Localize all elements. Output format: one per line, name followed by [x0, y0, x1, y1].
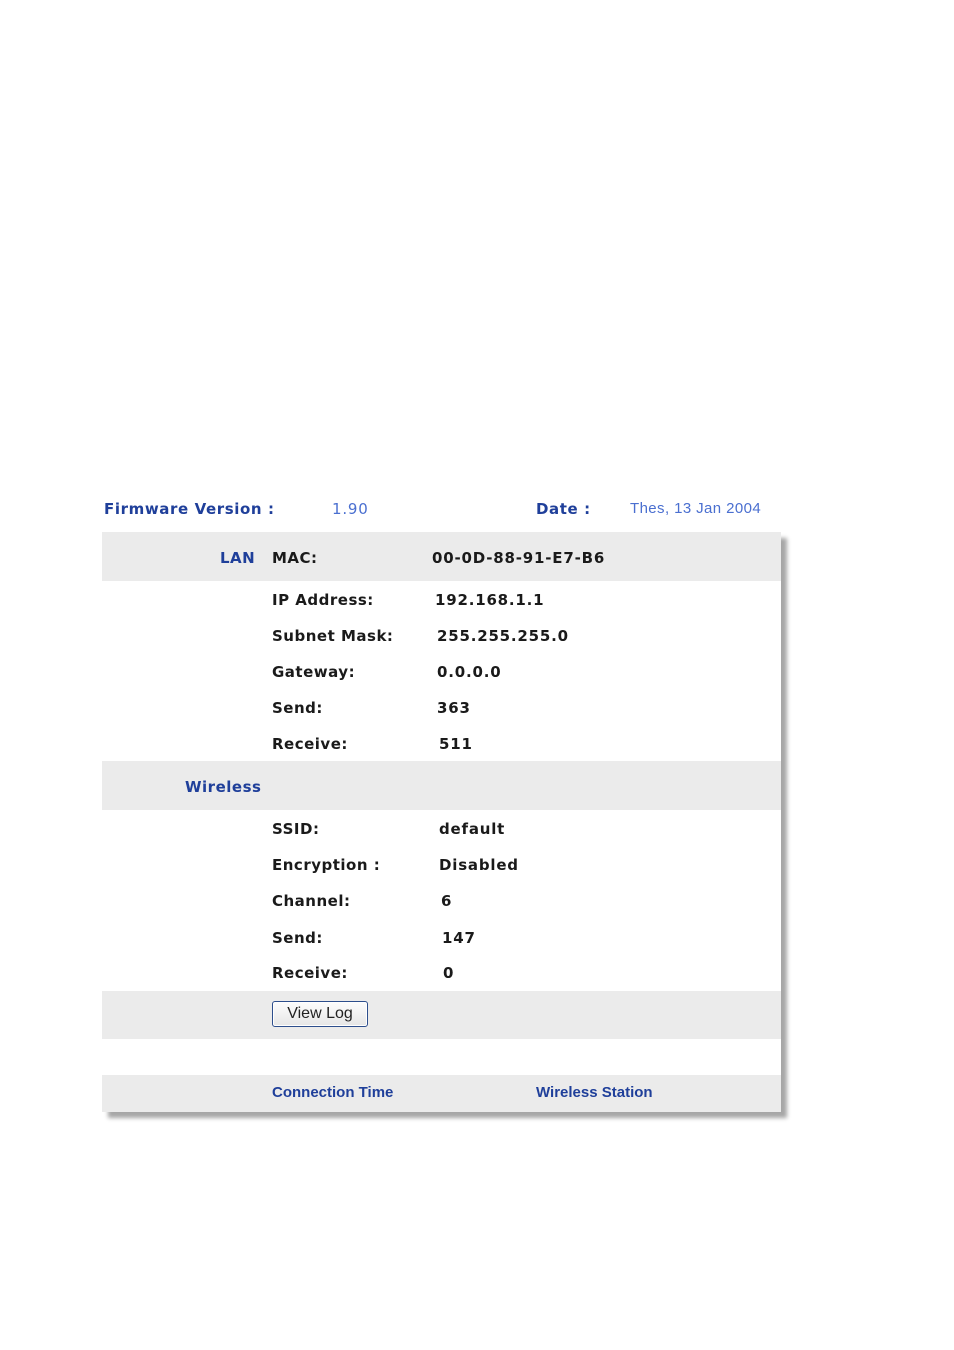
date-label: Date :	[536, 500, 591, 518]
actions-band	[102, 991, 781, 1039]
status-panel	[102, 532, 781, 1112]
wireless-station-link[interactable]: Wireless Station	[536, 1084, 653, 1101]
lan-section-label: LAN	[220, 549, 256, 567]
status-header	[102, 496, 792, 526]
lan-subnet-value: 255.255.255.0	[437, 627, 569, 645]
view-log-button[interactable]: View Log	[272, 1001, 368, 1027]
lan-send-label: Send:	[272, 699, 323, 717]
wireless-section-label: Wireless	[185, 778, 262, 796]
wireless-send-value: 147	[442, 929, 476, 947]
lan-receive-value: 511	[439, 735, 473, 753]
wireless-ssid-label: SSID:	[272, 820, 320, 838]
date-value: Thes, 13 Jan 2004	[630, 500, 762, 517]
lan-receive-label: Receive:	[272, 735, 348, 753]
firmware-version-label: Firmware Version :	[104, 500, 275, 518]
lan-gateway-label: Gateway:	[272, 663, 356, 681]
lan-ip-value: 192.168.1.1	[435, 591, 545, 609]
footer-band	[102, 1075, 781, 1112]
firmware-version-value: 1.90	[332, 500, 369, 518]
lan-subnet-label: Subnet Mask:	[272, 627, 394, 645]
wireless-receive-value: 0	[443, 964, 455, 982]
lan-send-value: 363	[437, 699, 471, 717]
lan-mac-label: MAC:	[272, 549, 318, 567]
lan-mac-value: 00-0D-88-91-E7-B6	[432, 549, 606, 567]
wireless-encryption-label: Encryption :	[272, 856, 381, 874]
wireless-receive-label: Receive:	[272, 964, 348, 982]
lan-gateway-value: 0.0.0.0	[437, 663, 502, 681]
wireless-channel-value: 6	[441, 892, 453, 910]
wireless-send-label: Send:	[272, 929, 323, 947]
wireless-channel-label: Channel:	[272, 892, 351, 910]
lan-ip-label: IP Address:	[272, 591, 374, 609]
wireless-ssid-value: default	[439, 820, 506, 838]
wireless-encryption-value: Disabled	[439, 856, 519, 874]
connection-time-link[interactable]: Connection Time	[272, 1084, 394, 1101]
